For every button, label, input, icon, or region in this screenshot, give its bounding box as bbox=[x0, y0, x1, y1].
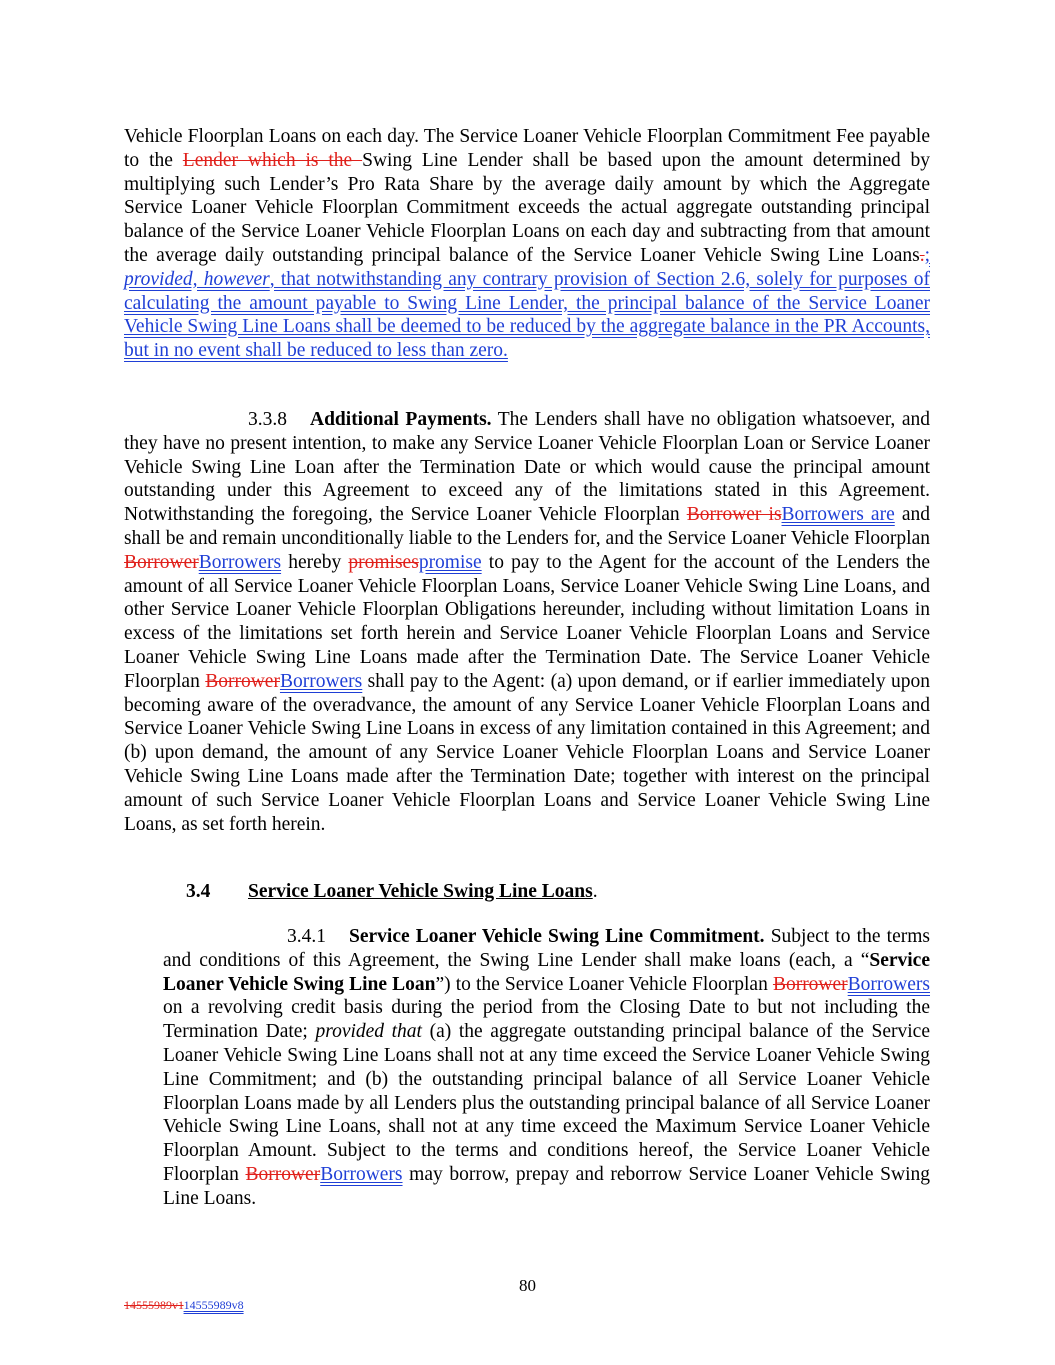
text-run: hereby bbox=[281, 551, 349, 573]
deleted-doc-id: 14555989v1 bbox=[124, 1298, 184, 1312]
text-run: Subject to the terms and conditions of this Agreement, the Swing Line Lender shall make loans (each, a “ bbox=[163, 926, 930, 971]
text-run: . bbox=[592, 881, 598, 902]
section-number: 3.3.8 bbox=[248, 409, 287, 430]
section-number: 3.4.1 bbox=[287, 926, 326, 947]
inserted-doc-id: 14555989v8 bbox=[183, 1298, 244, 1312]
text-run: on a revolving credit basis during the period from the Closing Date to but not including the Termination Date; bbox=[163, 997, 930, 1043]
inserted-text: Borrowers bbox=[279, 670, 363, 692]
inserted-text: ; bbox=[924, 244, 930, 266]
deleted-text: . bbox=[919, 244, 925, 266]
paragraph-swing-line-commitment bbox=[163, 925, 930, 1211]
section-heading bbox=[186, 880, 930, 904]
inserted-text: Borrowers bbox=[847, 973, 930, 995]
paragraph-heading: Service Loaner Vehicle Swing Line Commitment. bbox=[349, 926, 765, 947]
paragraph-additional-payments bbox=[124, 408, 930, 836]
text-run: Swing Line Lender shall be based upon the amount determined by multiplying such Lender’s Pro Rata Share by the average daily amount by which the Aggregate Service Loaner Vehicle Floorplan Commitment exceeds the actual aggregate outstanding principal balance of the Service Loaner Vehicle Floorplan Loans on each day and subtracting from that amount the average daily outstanding principal balance of the Service Loaner Vehicle Swing Line Loans bbox=[124, 149, 931, 266]
section-number: 3.4 bbox=[186, 881, 211, 902]
inserted-text: Borrowers are bbox=[781, 504, 895, 526]
deleted-text: Borrower bbox=[772, 973, 848, 995]
inserted-text: , that notwithstanding any contrary provision of Section 2.6, solely for purposes of calculating the amount payable to Swing Line Lender, the principal balance of the Service Loaner Vehicle Swing Line Loans shall be deemed to be reduced by the aggregate balance in the PR Accounts, but in no event shall be reduced to less than zero. bbox=[124, 268, 930, 362]
text-run: Vehicle Floorplan Loans on each day. The Service Loaner Vehicle Floorplan Commitment Fee payable to the bbox=[124, 126, 930, 171]
deleted-text: promises bbox=[348, 551, 419, 573]
deleted-text: Borrower bbox=[205, 670, 280, 692]
paragraph-heading: Additional Payments. bbox=[310, 409, 492, 430]
paragraph-commitment-fee bbox=[124, 125, 930, 363]
inserted-text: Borrowers bbox=[198, 551, 282, 573]
section-title: Service Loaner Vehicle Swing Line Loans bbox=[248, 881, 593, 902]
deleted-text: Borrower bbox=[245, 1163, 321, 1185]
inserted-text: promise bbox=[418, 551, 482, 573]
defined-term: Service Loaner Vehicle Swing Line Loan bbox=[163, 949, 930, 995]
text-run: ”) to the Service Loaner Vehicle Floorplan bbox=[435, 973, 773, 995]
inserted-text-italic: provided, however bbox=[124, 268, 270, 290]
text-run: (a) the aggregate outstanding principal balance of the Service Loaner Vehicle Swing Line Loans shall not at any time exceed the Service Loaner Vehicle Swing Line Commitment; and (b) the outstanding principal balance of all Service Loaner Vehicle Floorplan Loans made by all Lenders plus the outstanding principal balance of all Service Loaner Vehicle Swing Line Loans, shall not at any time exceed the Maximum Service Loaner Vehicle Floorplan Amount. Subject to the terms and conditions hereof, the Service Loaner Vehicle Floorplan bbox=[163, 1021, 930, 1185]
text-run: shall pay to the Agent: (a) upon demand, or if earlier immediately upon becoming aware of the overadvance, the amount of any Service Loaner Vehicle Floorplan Loans and Service Loaner Vehicle Swing Line Loans in excess of any limitation contained in this Agreement; and (b) upon demand, the amount of any Service Loaner Vehicle Floorplan Loans and Service Loaner Vehicle Swing Line Loans made after the Termination Date; together with interest on the principal amount of such Service Loaner Vehicle Floorplan Loans and Service Loaner Vehicle Swing Line Loans, as set forth herein. bbox=[124, 670, 930, 835]
text-run: to pay to the Agent for the account of the Lenders the amount of all Service Loaner Vehicle Floorplan Loans, Service Loaner Vehicle Swing Line Loans, and other Service Loaner Vehicle Floorplan Obligations hereunder, including without limitation Loans in excess of the limitations set forth herein and Service Loaner Vehicle Floorplan Loans and Service Loaner Vehicle Swing Line Loans made after the Termination Date. The Service Loaner Vehicle Floorplan bbox=[124, 551, 930, 692]
deleted-text: Borrower bbox=[124, 551, 199, 573]
deleted-text: Borrower is bbox=[686, 504, 782, 526]
italic-text: provided that bbox=[315, 1021, 422, 1043]
inserted-text: Borrowers bbox=[320, 1163, 403, 1185]
text-run: The Lenders shall have no obligation whatsoever, and they have no present intention, to make any Service Loaner Vehicle Floorplan Loan or Service Loaner Vehicle Swing Line Loan after the Termination Date or which would cause the principal amount outstanding under this Agreement to exceed any of the limitations stated in this Agreement. Notwithstanding the foregoing, the Service Loaner Vehicle Floorplan bbox=[124, 409, 930, 526]
text-run: may borrow, prepay and reborrow Service Loaner Vehicle Swing Line Loans. bbox=[163, 1163, 930, 1209]
deleted-text: Lender which is the bbox=[182, 149, 363, 171]
page-number: 80 bbox=[519, 1276, 536, 1295]
document-id-footer bbox=[124, 1298, 244, 1313]
text-run: and shall be and remain unconditionally liable to the Lenders for, and the Service Loaner Vehicle Floorplan bbox=[124, 504, 930, 549]
